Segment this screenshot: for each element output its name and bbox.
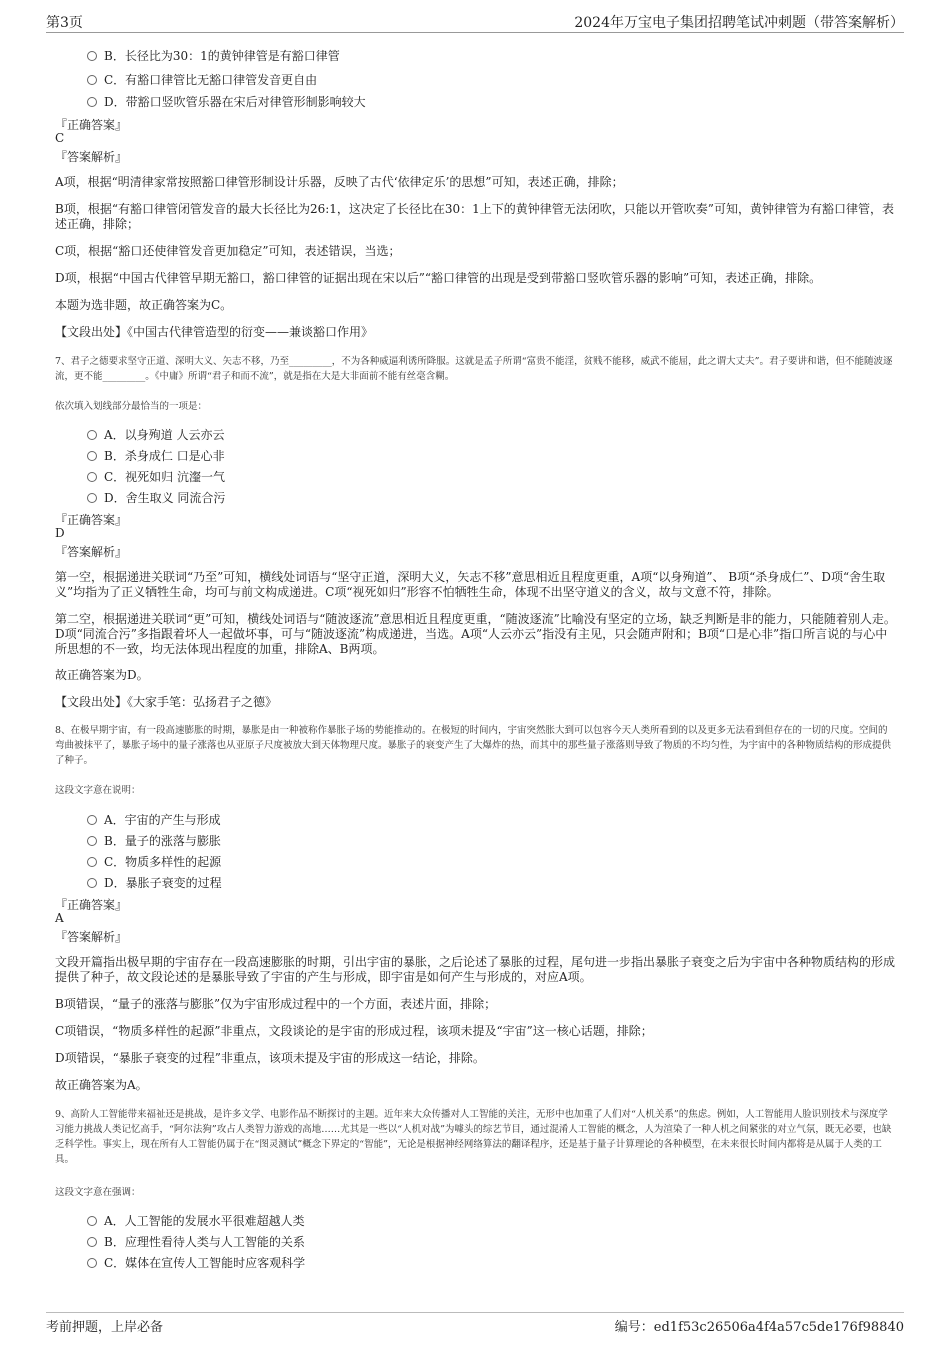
q7-analysis-1: 第一空，根据递进关联词“乃至”可知，横线处词语与“坚守正道，深明大义，矢志不移”意思相近且程度更重，A项“以身殉道”、 B项“杀身成仁”、D项“舍生取义”均指为了正义牺牲生命，均可与前文构成递进。C项“视死如归”形容不怕牺牲生命，体现不出坚守道义的含义，故与文意不符，排除。	[55, 570, 886, 599]
q6-source: 【文段出处】《中国古代律管造型的衍变——兼谈豁口作用》	[55, 325, 374, 339]
q6-option-d[interactable]: D．带豁口竖吹管乐器在宋后对律管形制影响较大	[87, 93, 366, 110]
q9-option-c[interactable]: C．媒体在宣传人工智能时应客观科学	[87, 1254, 305, 1271]
q8-analysis-c: C项错误，“物质多样性的起源”非重点，文段谈论的是宇宙的形成过程，该项未提及“宇宙”这一核心话题，排除；	[55, 1024, 653, 1038]
q9-option-b[interactable]: B．应理性看待人类与人工智能的关系	[87, 1233, 305, 1250]
q8-conclusion: 故正确答案为A。	[55, 1078, 148, 1092]
radio-icon[interactable]	[87, 97, 97, 107]
q8-answer: A	[55, 911, 64, 925]
q7-prompt: 依次填入划线部分最恰当的一项是：	[55, 401, 208, 412]
page-footer	[46, 1312, 904, 1335]
q7-option-b[interactable]: B．杀身成仁 口是心非	[87, 447, 225, 464]
q8-analysis-d: D项错误，“暴胀子衰变的过程”非重点，该项未提及宇宙的形成这一结论，排除。	[55, 1051, 485, 1065]
q9-question: 9、高阶人工智能带来福祉还是挑战，是许多文学、电影作品不断探讨的主题。近年来大众传播对人工智能的关注，无形中也加重了人们对“人机关系”的焦虑。例如，人工智能用人脸识别技术与深度学习能力挑战人类记忆高手，“阿尔法狗”攻占人类智力游戏的高地……尤其是一些以“人机对战”为噱头的综艺节目，通过混淆人工智能的概念，人为渲染了一种人机之间紧张的对立气氛，既无必要，也缺乏科学性。事实上，现在所有人工智能仍属于在“图灵测试”概念下界定的“智能”，无论是根据神经网络算法的翻译程序，还是基于量子计算理论的各种模型，在未来很长时间内都将是从属于人类的工具。	[55, 1109, 892, 1165]
analysis-label: 『答案解析』	[55, 545, 128, 559]
radio-icon[interactable]	[87, 857, 97, 867]
radio-icon[interactable]	[87, 1258, 97, 1268]
q9-prompt: 这段文字意在强调：	[55, 1187, 141, 1198]
q7-question: 7、君子之德要求坚守正道、深明大义、矢志不移，乃至_________，不为各种威逼利诱所降服。这就是孟子所谓“富贵不能淫，贫贱不能移，威武不能屈，此之谓大丈夫”。君子要讲和谐，但不能随波逐流，更不能_________。《中庸》所谓“君子和而不流”，就是指在大是大非面前不能有丝毫含糊。	[55, 356, 893, 382]
q6-option-b[interactable]: B．长径比为30：1的黄钟律管是有豁口律管	[87, 47, 340, 64]
q7-answer: D	[55, 526, 65, 540]
correct-answer-label: 『正确答案』	[55, 118, 128, 132]
document-code: 编号：ed1f53c26506a4f4a57c5de176f98840	[614, 1320, 904, 1335]
q7-source: 【文段出处】《大家手笔：弘扬君子之德》	[55, 695, 278, 709]
page-number: 第3页	[46, 15, 83, 31]
analysis-label: 『答案解析』	[55, 150, 128, 164]
q8-question: 8、在极早期宇宙，有一段高速膨胀的时期，暴胀是由一种被称作暴胀子场的势能推动的。在极短的时间内，宇宙突然胀大到可以包容今天人类所看到的以及更多无法看到但存在的一切的尺度。空间的弯曲被抹平了，暴胀子场中的量子涨落也从亚原子尺度被放大到天体物理尺度。暴胀子的衰变产生了大爆炸的热，而其中的那些量子涨落则导致了物质的不均匀性，为宇宙中的各种物质结构的形成提供了种子。	[55, 725, 892, 766]
q7-option-d[interactable]: D．舍生取义 同流合污	[87, 489, 225, 506]
radio-icon[interactable]	[87, 75, 97, 85]
radio-icon[interactable]	[87, 451, 97, 461]
q6-analysis-b: B项，根据“有豁口律管闭管发音的最大长径比为26:1，这决定了长径比在30：1上下的黄钟律管无法闭吹，只能以开管吹奏”可知，黄钟律管为有豁口律管，表述正确，排除；	[55, 202, 894, 231]
radio-icon[interactable]	[87, 430, 97, 440]
q8-option-d[interactable]: D．暴胀子衰变的过程	[87, 874, 222, 891]
q8-prompt: 这段文字意在说明：	[55, 785, 141, 796]
footer-slogan: 考前押题，上岸必备	[46, 1320, 164, 1335]
q6-conclusion: 本题为选非题，故正确答案为C。	[55, 298, 233, 312]
correct-answer-label: 『正确答案』	[55, 513, 128, 527]
radio-icon[interactable]	[87, 51, 97, 61]
q6-option-c[interactable]: C．有豁口律管比无豁口律管发音更自由	[87, 71, 317, 88]
q8-option-a[interactable]: A．宇宙的产生与形成	[87, 811, 221, 828]
radio-icon[interactable]	[87, 878, 97, 888]
q8-option-c[interactable]: C．物质多样性的起源	[87, 853, 221, 870]
q7-analysis-2: 第二空，根据递进关联词“更”可知，横线处词语与“随波逐流”意思相近且程度更重，“随波逐流”比喻没有坚定的立场，缺乏判断是非的能力，只能随着别人走。D项“同流合污”多指跟着坏人一起做坏事，可与“随波逐流”构成递进，当选。A项“人云亦云”指没有主见，只会随声附和；B项“口是心非”指口所言说的与心中所思想的不一致，均无法体现出程度的加重，排除A、B两项。	[55, 612, 896, 656]
q7-option-c[interactable]: C．视死如归 沆瀣一气	[87, 468, 225, 485]
q6-analysis-c: C项，根据“豁口还使律管发音更加稳定”可知，表述错误，当选；	[55, 244, 401, 258]
radio-icon[interactable]	[87, 472, 97, 482]
q8-analysis-1: 文段开篇指出极早期的宇宙存在一段高速膨胀的时期，引出宇宙的暴胀，之后论述了暴胀的过程，尾句进一步指出暴胀子衰变之后为宇宙中各种物质结构的形成提供了种子，故文段论述的是暴胀导致了宇宙的产生与形成，即宇宙是如何产生与形成的，对应A项。	[55, 955, 896, 984]
radio-icon[interactable]	[87, 1237, 97, 1247]
radio-icon[interactable]	[87, 1216, 97, 1226]
radio-icon[interactable]	[87, 815, 97, 825]
document-title: 2024年万宝电子集团招聘笔试冲刺题（带答案解析）	[574, 15, 904, 31]
radio-icon[interactable]	[87, 493, 97, 503]
radio-icon[interactable]	[87, 836, 97, 846]
q9-option-a[interactable]: A．人工智能的发展水平很难超越人类	[87, 1212, 305, 1229]
page-header	[46, 12, 904, 33]
correct-answer-label: 『正确答案』	[55, 898, 128, 912]
q7-option-a[interactable]: A．以身殉道 人云亦云	[87, 426, 224, 443]
q7-conclusion: 故正确答案为D。	[55, 668, 149, 682]
q6-answer: C	[55, 131, 65, 145]
q8-analysis-b: B项错误，“量子的涨落与膨胀”仅为宇宙形成过程中的一个方面，表述片面，排除；	[55, 997, 497, 1011]
q8-option-b[interactable]: B．量子的涨落与膨胀	[87, 832, 221, 849]
q6-analysis-d: D项，根据“中国古代律管早期无豁口，豁口律管的证据出现在宋以后”“豁口律管的出现是受到带豁口竖吹管乐器的影响”可知，表述正确，排除。	[55, 271, 822, 285]
q6-analysis-a: A项，根据“明清律家常按照豁口律管形制设计乐器，反映了古代‘依律定乐’的思想”可知，表述正确，排除；	[55, 175, 624, 189]
analysis-label: 『答案解析』	[55, 930, 128, 944]
